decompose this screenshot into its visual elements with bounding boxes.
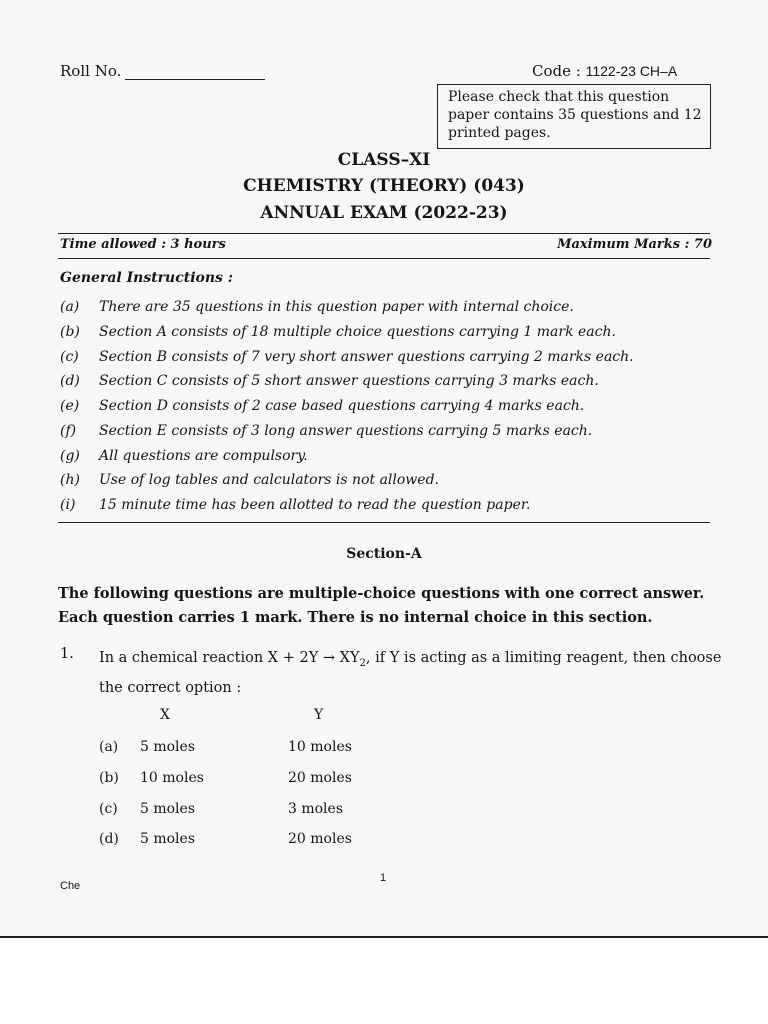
instruction-item	[0, 324, 768, 344]
option-y-value: 20 moles	[288, 770, 352, 786]
option-y-value: 20 moles	[288, 831, 352, 847]
option-label: (b)	[99, 770, 119, 786]
time-allowed: Time allowed : 3 hours	[60, 237, 226, 252]
instruction-text: Use of log tables and calculators is not allowed.	[99, 472, 439, 488]
question-line2: the correct option :	[99, 679, 242, 696]
instruction-label: (i)	[60, 497, 76, 513]
question-line1	[99, 646, 721, 676]
question-part1: In a chemical reaction X + 2Y → XY	[99, 650, 360, 666]
paper-code-label: Code :	[532, 62, 581, 80]
question-number: 1.	[60, 646, 74, 662]
column-header-x: X	[160, 707, 170, 723]
divider-meta	[58, 258, 710, 259]
instruction-label: (c)	[60, 349, 79, 365]
instruction-label: (d)	[60, 373, 80, 389]
option-x-value: 5 moles	[140, 831, 196, 847]
exam-title: ANNUAL EXAM (2022-23)	[260, 203, 508, 223]
maximum-marks: Maximum Marks : 70	[557, 237, 712, 252]
column-header-y: Y	[314, 707, 324, 723]
instruction-text: Section D consists of 2 case based questions carrying 4 marks each.	[99, 398, 585, 414]
question-text	[99, 646, 721, 700]
section-a-intro	[58, 582, 704, 630]
instruction-label: (b)	[60, 324, 80, 340]
general-instructions-heading: General Instructions :	[60, 270, 233, 286]
background-area	[0, 938, 768, 1024]
section-a-title: Section-A	[346, 546, 422, 562]
instruction-label: (e)	[60, 398, 80, 414]
instruction-item	[0, 373, 768, 393]
instruction-text: Section A consists of 18 multiple choice questions carrying 1 mark each.	[99, 324, 616, 340]
subject-title: CHEMISTRY (THEORY) (043)	[243, 176, 525, 196]
instruction-item	[0, 497, 768, 517]
option-label: (a)	[99, 739, 119, 755]
instruction-label: (f)	[60, 423, 77, 439]
option-y-value: 10 moles	[288, 739, 352, 755]
instruction-label: (h)	[60, 472, 80, 488]
instruction-item	[0, 472, 768, 492]
instruction-text: Section C consists of 5 short answer questions carrying 3 marks each.	[99, 373, 599, 389]
page-number: 1	[380, 872, 387, 884]
instruction-item	[0, 398, 768, 418]
roll-number-label: Roll No.	[60, 62, 122, 80]
roll-number-blank	[125, 65, 265, 80]
instruction-item	[0, 423, 768, 443]
option-label: (d)	[99, 831, 119, 847]
paper-code	[532, 62, 677, 80]
instruction-text: There are 35 questions in this question paper with internal choice.	[99, 299, 574, 315]
instruction-text: 15 minute time has been allotted to read the question paper.	[99, 497, 531, 513]
question-subscript: 2	[359, 657, 366, 669]
instruction-label: (a)	[60, 299, 80, 315]
option-x-value: 5 moles	[140, 739, 196, 755]
instruction-item	[0, 448, 768, 468]
option-x-value: 10 moles	[140, 770, 204, 786]
instruction-text: All questions are compulsory.	[99, 448, 308, 464]
instruction-item	[0, 349, 768, 369]
section-a-intro-line1: The following questions are multiple-choice questions with one correct answer.	[58, 585, 705, 602]
instruction-text: Section E consists of 3 long answer questions carrying 5 marks each.	[99, 423, 593, 439]
divider-top	[58, 233, 710, 234]
divider-instructions	[58, 522, 710, 523]
option-y-value: 3 moles	[288, 801, 344, 817]
option-label: (c)	[99, 801, 118, 817]
question-part2: , if Y is acting as a limiting reagent, then choose	[365, 650, 722, 666]
instruction-text: Section B consists of 7 very short answer questions carrying 2 marks each.	[99, 349, 634, 365]
footer-subject: Che	[60, 880, 81, 892]
page-count-notice: Please check that this question paper contains 35 questions and 12 printed pages.	[437, 84, 711, 149]
roll-number-field	[60, 62, 265, 80]
section-a-intro-line2: Each question carries 1 mark. There is no internal choice in this section.	[58, 609, 653, 626]
class-title: CLASS–XI	[337, 150, 431, 170]
option-x-value: 5 moles	[140, 801, 196, 817]
instruction-item	[0, 299, 768, 319]
paper-code-value: 1122-23 CH–A	[585, 63, 678, 79]
instruction-label: (g)	[60, 448, 80, 464]
